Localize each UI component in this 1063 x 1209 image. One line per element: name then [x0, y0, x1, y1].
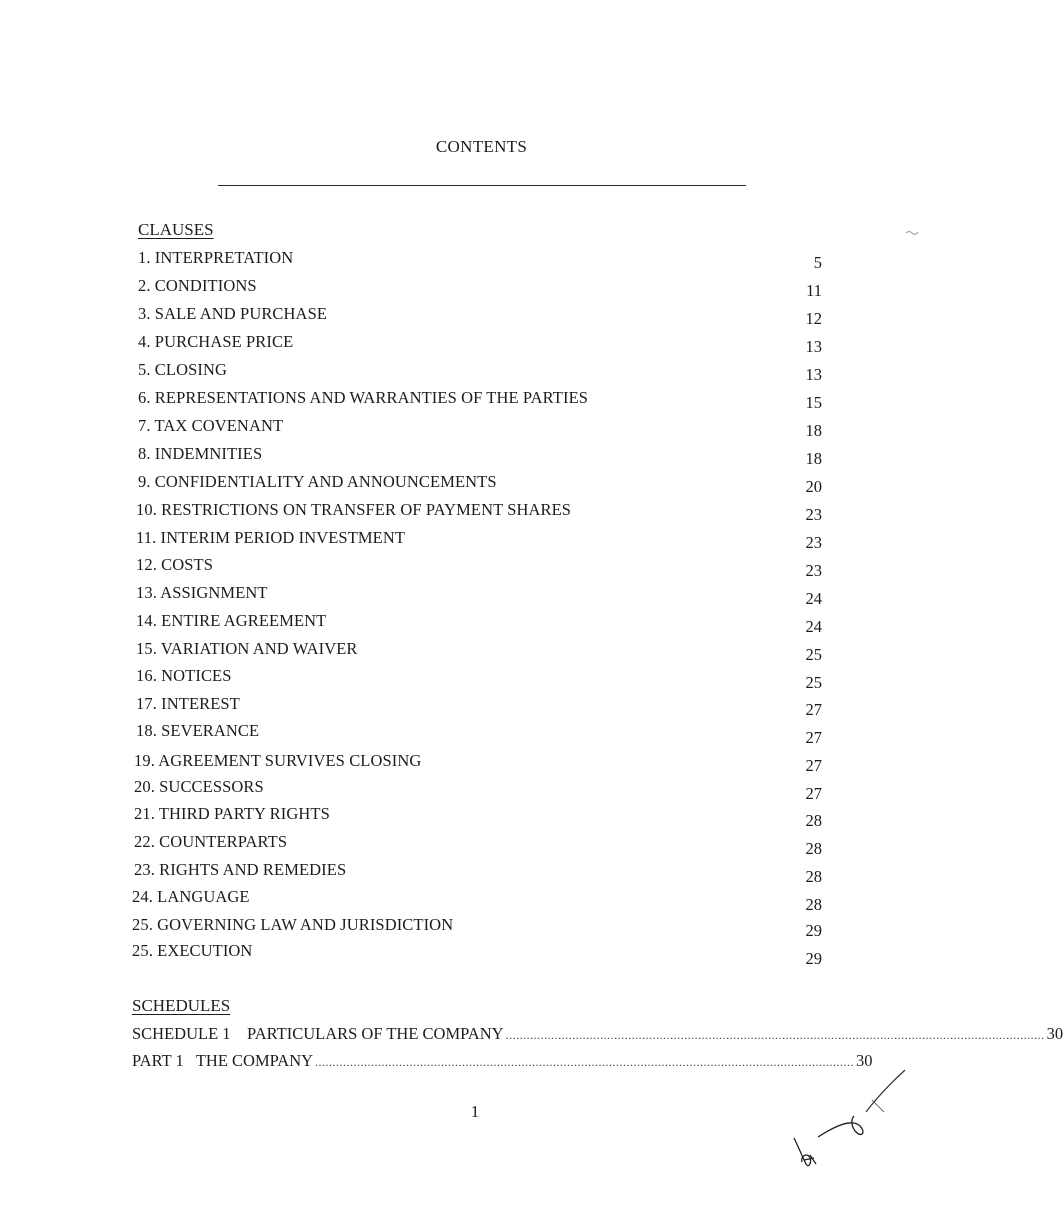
dot-leader: .......................................................................................................................................................... — [505, 1028, 1045, 1042]
schedule-page: 30 — [856, 1051, 873, 1070]
clause-title: 18. SEVERANCE — [136, 721, 260, 740]
clause-page-number: 28 — [805, 811, 822, 830]
page-title: CONTENTS — [435, 137, 528, 156]
clause-page-number: 11 — [806, 281, 822, 300]
clause-title: 8. INDEMNITIES — [138, 444, 263, 463]
clause-title: 3. SALE AND PURCHASE — [138, 304, 328, 323]
clause-title: 16. NOTICES — [136, 666, 232, 685]
clause-page-number: 23 — [805, 533, 822, 552]
clause-page-number: 28 — [805, 839, 822, 858]
clause-page-number: 27 — [805, 728, 822, 747]
clause-page-number: 28 — [805, 867, 822, 886]
clause-title: 1. INTERPRETATION — [138, 248, 294, 267]
clause-title: 17. INTEREST — [136, 694, 240, 713]
schedule-label: PART 1 THE COMPANY — [132, 1051, 314, 1070]
clauses-heading: CLAUSES — [138, 220, 214, 239]
schedule-row — [132, 1024, 1063, 1044]
clause-page-number: 29 — [805, 921, 822, 940]
clause-title: 9. CONFIDENTIALITY AND ANNOUNCEMENTS — [138, 472, 497, 491]
clause-page-number: 18 — [805, 449, 822, 468]
clause-title: 14. ENTIRE AGREEMENT — [136, 611, 327, 630]
clause-title: 13. ASSIGNMENT — [136, 583, 268, 602]
clause-page-number: 20 — [805, 477, 822, 496]
clause-page-number: 27 — [805, 700, 822, 719]
page-number: 1 — [470, 1102, 480, 1121]
clause-page-number: 25 — [805, 673, 822, 692]
scan-mark-icon — [905, 228, 919, 236]
clause-page-number: 12 — [805, 309, 822, 328]
clause-title: 19. AGREEMENT SURVIVES CLOSING — [134, 751, 422, 770]
clause-page-number: 27 — [805, 756, 822, 775]
clause-title: 10. RESTRICTIONS ON TRANSFER OF PAYMENT SHARES — [136, 500, 572, 519]
clause-title: 12. COSTS — [136, 555, 214, 574]
clause-title: 4. PURCHASE PRICE — [138, 332, 294, 351]
initials-signature-icon — [780, 1060, 910, 1175]
clause-page-number: 27 — [805, 784, 822, 803]
schedule-page: 30 — [1046, 1024, 1063, 1043]
clause-page-number: 18 — [805, 421, 822, 440]
clause-page-number: 13 — [805, 337, 822, 356]
clause-title: 25. EXECUTION — [132, 941, 253, 960]
clause-title: 5. CLOSING — [138, 360, 228, 379]
title-rule — [218, 185, 746, 186]
clause-title: 7. TAX COVENANT — [138, 416, 284, 435]
clause-page-number: 5 — [813, 253, 822, 272]
clause-title: 22. COUNTERPARTS — [134, 832, 288, 851]
schedule-label: SCHEDULE 1 PARTICULARS OF THE COMPANY — [132, 1024, 504, 1043]
clause-page-number: 13 — [805, 365, 822, 384]
schedules-heading: SCHEDULES — [132, 996, 231, 1015]
clause-page-number: 23 — [805, 561, 822, 580]
clause-title: 6. REPRESENTATIONS AND WARRANTIES OF THE PARTIES — [138, 388, 589, 407]
schedule-row — [132, 1051, 873, 1071]
clause-title: 15. VARIATION AND WAIVER — [136, 639, 358, 658]
clause-title: 21. THIRD PARTY RIGHTS — [134, 804, 330, 823]
clause-page-number: 29 — [805, 949, 822, 968]
clause-title: 11. INTERIM PERIOD INVESTMENT — [136, 528, 406, 547]
clause-page-number: 25 — [805, 645, 822, 664]
clause-title: 25. GOVERNING LAW AND JURISDICTION — [132, 915, 454, 934]
clause-page-number: 15 — [805, 393, 822, 412]
dot-leader: .......................................................................................................................................................... — [315, 1055, 855, 1069]
clause-page-number: 28 — [805, 895, 822, 914]
clause-page-number: 23 — [805, 505, 822, 524]
clause-title: 24. LANGUAGE — [132, 887, 250, 906]
clause-page-number: 24 — [805, 589, 822, 608]
clause-title: 20. SUCCESSORS — [134, 777, 264, 796]
clause-title: 23. RIGHTS AND REMEDIES — [134, 860, 347, 879]
clause-page-number: 24 — [805, 617, 822, 636]
clause-title: 2. CONDITIONS — [138, 276, 257, 295]
